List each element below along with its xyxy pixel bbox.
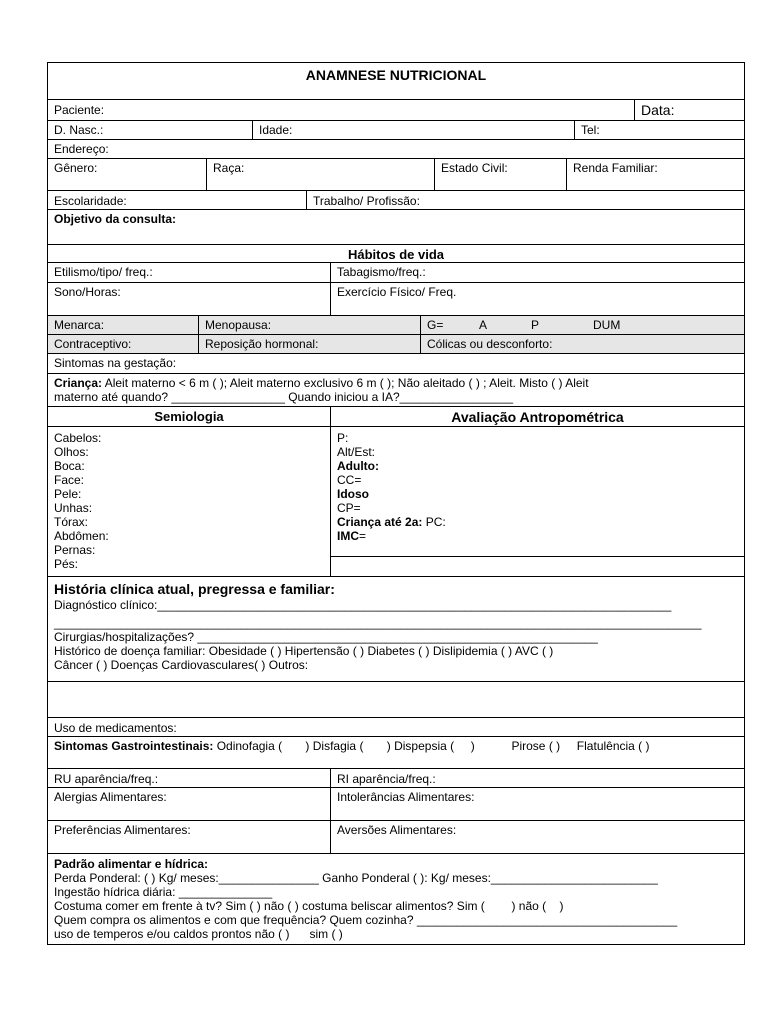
sleep-field[interactable]: Sono/Horas: <box>54 285 121 299</box>
semiology-title: Semiologia <box>154 409 224 424</box>
consultation-objective-field[interactable]: Objetivo da consulta: <box>54 212 177 226</box>
diagnosis-field[interactable]: Diagnóstico clínico:_____________________________________________________________________________ <box>54 598 672 612</box>
semiology-item[interactable]: Abdômen: <box>54 529 109 543</box>
gender-row <box>48 158 744 190</box>
form-title: ANAMNESE NUTRICIONAL <box>305 67 487 83</box>
semiology-item[interactable]: Pernas: <box>54 543 96 557</box>
child-2y-field[interactable] <box>337 515 738 529</box>
bmi-label: IMC <box>337 529 359 543</box>
semiology-body-row <box>48 426 744 576</box>
pregnancy-symptoms-field[interactable]: Sintomas na gestação: <box>54 356 177 370</box>
address-row <box>48 139 744 158</box>
preferences-row <box>48 820 744 853</box>
semiology-item[interactable]: Pele: <box>54 487 82 501</box>
clinical-history-block <box>48 577 744 681</box>
elderly-label: Idoso <box>337 487 369 501</box>
food-preferences-field[interactable]: Preferências Alimentares: <box>54 823 191 837</box>
ru-row <box>48 768 744 787</box>
menopause-field[interactable]: Menopausa: <box>198 316 420 334</box>
alcohol-row <box>48 262 744 282</box>
habits-title-row <box>48 244 744 262</box>
seasoning-field[interactable]: uso de temperos e/ou caldos prontos não ( ) sim ( ) <box>54 927 343 941</box>
contraceptive-row <box>48 334 744 353</box>
clinical-history-row <box>48 576 744 681</box>
food-aversions-field[interactable]: Aversões Alimentares: <box>330 821 744 853</box>
race-field[interactable]: Raça: <box>206 159 434 190</box>
sleep-row <box>48 282 744 315</box>
semiology-list <box>48 427 330 576</box>
habits-title: Hábitos de vida <box>347 247 445 262</box>
diet-pattern-block <box>48 854 744 944</box>
child-label: Criança: <box>54 376 103 390</box>
weight-change-field[interactable]: Perda Ponderal: ( ) Kg/ meses:_______________ Ganho Ponderal ( ): Kg/ meses:_________________________ <box>54 871 658 885</box>
education-row <box>48 190 744 209</box>
surgeries-field[interactable]: Cirurgias/hospitalizações? ____________________________________________________________ <box>54 630 598 644</box>
medication-row <box>48 717 744 736</box>
menarche-field[interactable]: Menarca: <box>54 318 105 332</box>
abortions-label: A <box>479 318 488 332</box>
occupation-field[interactable]: Trabalho/ Profissão: <box>306 191 744 209</box>
hormone-replacement-field[interactable]: Reposição hormonal: <box>198 335 420 353</box>
semiology-header-row <box>48 406 744 426</box>
marital-status-field[interactable]: Estado Civil: <box>434 159 566 190</box>
semiology-item[interactable]: Unhas: <box>54 501 93 515</box>
allergies-row <box>48 787 744 820</box>
ru-field[interactable]: RU aparência/freq.: <box>54 772 159 786</box>
bmi-equals: = <box>359 529 367 543</box>
phone-field[interactable]: Tel: <box>574 121 744 139</box>
diet-pattern-title: Padrão alimentar e hídrica: <box>54 857 209 871</box>
food-allergies-field[interactable]: Alergias Alimentares: <box>54 790 167 804</box>
waist-field[interactable]: CC= <box>337 473 362 487</box>
contraceptive-field[interactable]: Contraceptivo: <box>54 337 132 351</box>
diet-pattern-row <box>48 853 744 944</box>
calf-field[interactable]: CP= <box>337 501 361 515</box>
child-breastfeeding-field[interactable] <box>48 374 744 406</box>
height-field[interactable]: Alt/Est: <box>337 445 376 459</box>
child-row <box>48 373 744 406</box>
child-line-2: materno até quando? _________________ Quando iniciou a IA?_________________ <box>54 390 514 404</box>
objective-row <box>48 209 744 244</box>
gi-symptoms-label: Sintomas Gastrointestinais: <box>54 739 214 753</box>
semiology-item[interactable]: Pés: <box>54 557 79 571</box>
adult-label: Adulto: <box>337 459 379 473</box>
birth-row <box>48 120 744 139</box>
alcohol-field[interactable]: Etilismo/tipo/ freq.: <box>54 265 153 279</box>
cancer-cardio-field[interactable]: Câncer ( ) Doenças Cardiovasculares( ) Outros: <box>54 658 309 672</box>
child-2y-label: Criança até 2a: <box>337 515 423 529</box>
semiology-item[interactable]: Cabelos: <box>54 431 102 445</box>
pregnancy-symptoms-row <box>48 353 744 373</box>
gi-symptoms-field[interactable] <box>48 737 744 768</box>
address-field[interactable]: Endereço: <box>54 142 109 156</box>
cramps-field[interactable]: Cólicas ou desconforto: <box>420 335 744 353</box>
anthropometry-title: Avaliação Antropométrica <box>330 407 744 426</box>
semiology-item[interactable]: Face: <box>54 473 85 487</box>
weight-field[interactable]: P: <box>337 431 349 445</box>
exercise-field[interactable]: Exercício Físico/ Freq. <box>330 283 744 315</box>
food-shopping-field[interactable]: Quem compra os alimentos e com que frequência? Quem cozinha? _______________________________________ <box>54 913 678 927</box>
education-field[interactable]: Escolaridade: <box>54 194 127 208</box>
dum-label: DUM <box>593 318 621 332</box>
family-income-field[interactable]: Renda Familiar: <box>566 159 744 190</box>
anamnese-form <box>47 62 745 945</box>
anthropometry-list <box>330 427 744 576</box>
gi-symptoms-row <box>48 736 744 768</box>
patient-field[interactable]: Paciente: <box>54 103 105 117</box>
patient-row <box>48 99 744 120</box>
date-field[interactable]: Data: <box>634 100 744 120</box>
menarche-row <box>48 315 744 334</box>
water-intake-field[interactable]: Ingestão hídrica diária: ______________ <box>54 885 273 899</box>
blank-notes-area[interactable] <box>48 682 744 717</box>
food-intolerances-field[interactable]: Intolerâncias Alimentares: <box>330 788 744 820</box>
ri-field[interactable]: RI aparência/freq.: <box>330 769 744 787</box>
child-line-1: Aleit materno < 6 m ( ); Aleit materno exclusivo 6 m ( ); Não aleitado ( ) ; Aleit. Misto ( ) Aleit <box>102 376 589 390</box>
gender-field[interactable]: Gênero: <box>54 161 98 175</box>
blank-row <box>48 681 744 717</box>
gi-symptoms-options: Odinofagia ( ) Disfagia ( ) Dispepsia ( ) Pirose ( ) Flatulência ( ) <box>213 739 650 753</box>
family-history-field[interactable]: Histórico de doença familiar: Obesidade ( ) Hipertensão ( ) Diabetes ( ) Dislipidemia ( ) AVC ( ) <box>54 644 554 658</box>
bmi-field[interactable] <box>337 529 738 543</box>
anthropometry-divider <box>330 556 744 557</box>
title-row <box>48 63 744 99</box>
clinical-history-title: História clínica atual, pregressa e familiar: <box>54 581 335 597</box>
diagnosis-continuation-line[interactable]: _________________________________________________________________________________________________ <box>54 616 702 630</box>
gpa-field[interactable] <box>420 316 744 334</box>
smoking-field[interactable]: Tabagismo/freq.: <box>330 263 744 282</box>
age-field[interactable]: Idade: <box>252 121 574 139</box>
medication-field[interactable]: Uso de medicamentos: <box>54 721 177 735</box>
birth-date-field[interactable]: D. Nasc.: <box>54 123 104 137</box>
parity-label: P <box>531 318 540 332</box>
semiology-item[interactable]: Tórax: <box>54 515 89 529</box>
gestations-label: G= <box>427 318 444 332</box>
head-circumference-label: PC: <box>422 515 446 529</box>
semiology-item[interactable]: Olhos: <box>54 445 89 459</box>
eating-habits-field[interactable]: Costuma comer em frente à tv? Sim ( ) não ( ) costuma beliscar alimentos? Sim ( ) não ( ) <box>54 899 564 913</box>
semiology-item[interactable]: Boca: <box>54 459 85 473</box>
